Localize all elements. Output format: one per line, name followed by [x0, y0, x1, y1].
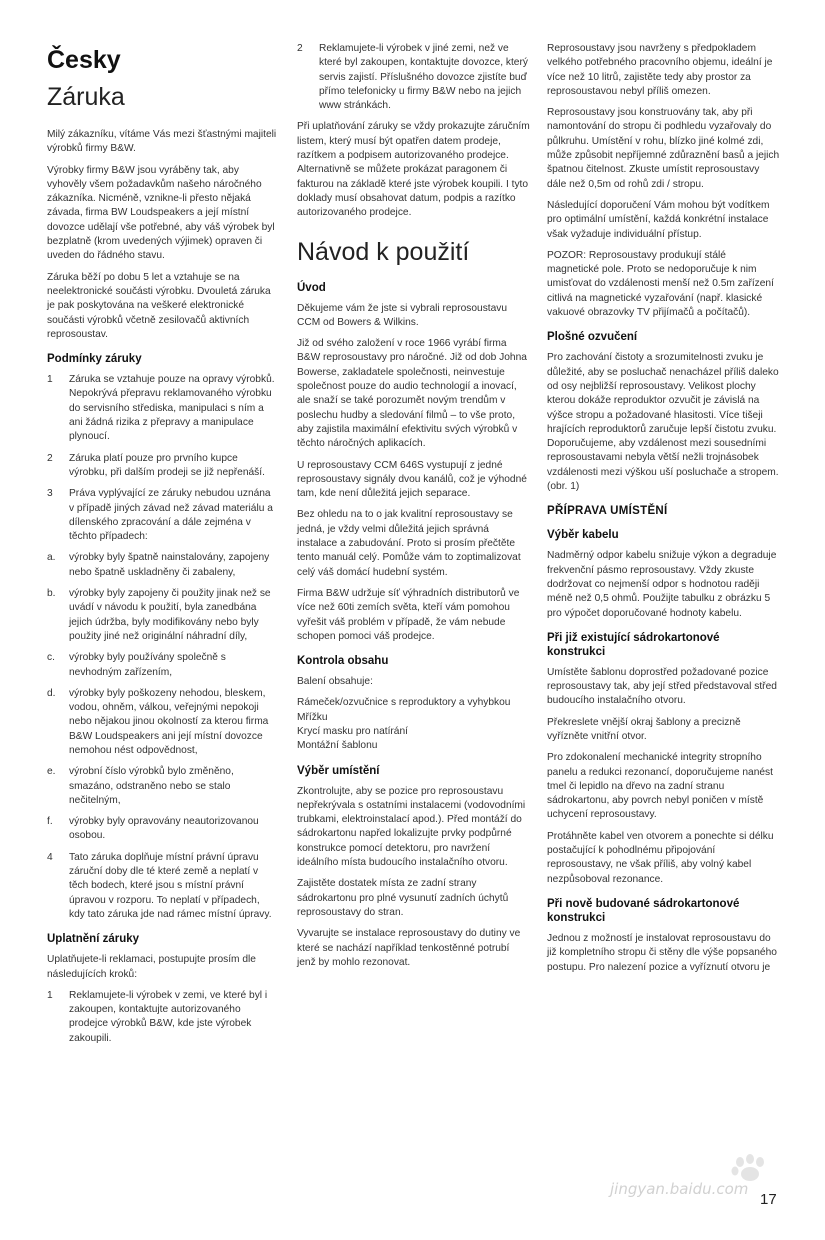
paragraph: Zajistěte dostatek místa ze zadní strany sádrokartonu pro plné vysunutí zadních úchytů reprosoustavy do stran.: [297, 878, 509, 918]
list-marker: b.: [47, 588, 56, 600]
section-heading: Výběr kabelu: [547, 529, 619, 542]
paragraph: Protáhněte kabel ven otvorem a ponechte si délku postačující k pohodlnému připojování reprosoustavy, ne však příliš, aby volný kabel nezpůsoboval rezonance.: [547, 830, 774, 885]
paragraph: Pro zachování čistoty a srozumitelnosti zvuku je důležité, aby se posluchač nenacházel příliš daleko od osy nejbližší reprosoustavy. Velikost plochy kterou dokáže reproduktor ozvučit je závislá na výšce stropu a požadované hlasitosti. Více tišeji hrajících reproduktorů zaručuje lepší čistotu zvuku. Doporučujeme, aby vzdálenost mezi sousedními reprosoustavami nebyla větší nežli trojnásobek vzdálenosti mezi výškou uší posluchače a stropem. (obr. 1): [547, 352, 779, 493]
list-text: výrobky byly opravovány neautorizovanou osobou.: [69, 816, 259, 842]
watermark-text: jingyan.baidu.com: [610, 1180, 749, 1198]
list-text: Reklamujete-li výrobek v zemi, ve které byl i zakoupen, kontaktujte autorizovaného prodejce výrobků B&W, kde jste výrobek zakoupili.: [69, 989, 268, 1044]
section-heading: Při nově budované sádrokartonové konstrukci: [547, 897, 740, 924]
column-3: [547, 42, 780, 982]
manual-title: Návod k použití: [297, 237, 470, 266]
list-marker: c.: [47, 652, 55, 664]
list-item: [47, 651, 278, 680]
list-item: [47, 452, 278, 481]
paragraph: Umístěte šablonu doprostřed požadované pozice reprosoustavy tak, aby její střed představoval střed budoucího instalačního otvoru.: [547, 666, 777, 707]
list-text: Záruka platí pouze pro prvního kupce výrobku, při dalším prodeji se již nepřenáší.: [69, 452, 265, 478]
list-marker: d.: [47, 687, 56, 699]
list-marker: 1: [47, 374, 53, 386]
list-text: Práva vyplývající ze záruky nebudou uznána v případě jiných závad než závad materiálu a dílenského zpracování a dále zejména v těchto případech:: [69, 488, 273, 543]
paragraph: Jednou z možností je instalovat reprosoustavu do již kompletního stropu či stěny dle výše popsaného postupu. Pro nalezení pozice a vyříznutí otvoru je: [547, 932, 777, 973]
section-heading: Kontrola obsahu: [297, 655, 389, 668]
list-item: [47, 815, 278, 844]
watermark-logo: [608, 1150, 784, 1200]
contents-item: Krycí masku pro natírání: [297, 725, 408, 737]
list-item: [47, 989, 278, 1046]
paragraph: Firma B&W udržuje síť výhradních distributorů ve více než 60ti zemích světa, kteří vám pomohou vyřešit váš problém v případě, že vám nebude schopen pomoci váš prodejce.: [297, 587, 520, 642]
paragraph: Bez ohledu na to o jak kvalitní reprosoustavy se jedná, je vždy velmi důležitá jejich správná instalace a zabudování. Proto si prosím přečtěte tento manuál celý. Pomůže vám to zoptimalizovat celý váš domácí hudební systém.: [297, 509, 521, 578]
paragraph: Již od svého založení v roce 1966 vyrábí firma B&W reprosoustavy pro náročné. Již od dob Johna Bowerse, zakladatele společnosti, neinvestuje společnost pouze do audio technologií a inovací, ale snaží se také porozumět novým trendům v poslechu hudby a sledování filmů – to vše proto, aby zajistila maximální efektivitu svých výrobků v těchto náročných aplikacích.: [297, 338, 527, 450]
list-marker: 4: [47, 851, 53, 863]
paragraph: Balení obsahuje:: [297, 676, 373, 688]
list-item: [47, 487, 278, 544]
list-text: výrobky byly poškozeny nehodou, bleskem, vodou, ohněm, válkou, veřejnými nepokoji nebo nějakou jinou okolností za kterou firma B&W Loudspeakers ani její místní dovozce nemohou nést odpovědnost,: [69, 687, 269, 756]
paragraph: Reprosoustavy jsou konstruovány tak, aby při namontování do stropu či podhledu vyzařovaly do půlkruhu. Umístění v rohu, blízko jiné kolmé zdi, může způsobit nepříjemné zdůraznění basů a jejich špatnou čitelnost. Zkuste umístit reprosoustavy dále než 0,5m od rohů zdi / stropu.: [547, 107, 780, 190]
section-heading: Při již existující sádrokartonové konstrukci: [547, 631, 720, 658]
list-text: výrobky byly zapojeny či použity jinak než se uvádí v návodu k použití, byla zanedbána jejich údržba, byly modifikovány nebo byly použity jiné než originální náhradní díly,: [69, 588, 271, 642]
column-1: [47, 42, 278, 1053]
list-text: výrobní číslo výrobků bylo změněno, smazáno, odstraněno nebo se stalo nečitelným,: [69, 766, 234, 806]
list-text: výrobky byly používány společně s nevhodným zařízením,: [69, 652, 226, 678]
page-number: 17: [760, 1191, 777, 1208]
paragraph: POZOR: Reprosoustavy produkují stálé magnetické pole. Proto se nedoporučuje k nim umisťovat do vzdálenosti menší než 0.5m zařízení citlivá na magnetické vyzařování (např. klasické vakuové obrazovky TV přijímačů a počítačů).: [547, 249, 774, 319]
section-heading: Plošné ozvučení: [547, 331, 638, 344]
paragraph: Milý zákazníku, vítáme Vás mezi šťastnými majiteli výrobků firmy B&W.: [47, 129, 277, 155]
paragraph: Vyvarujte se instalace reprosoustavy do dutiny ve které se nachází například tenkostěnné potrubí jenž by mohlo rezonovat.: [297, 928, 521, 968]
contents-item: Mřížku: [297, 711, 328, 723]
paragraph: Děkujeme vám že jste si vybrali reprosoustavu CCM od Bowers & Wilkins.: [297, 302, 508, 328]
list-marker: 2: [297, 43, 303, 54]
paragraph: Pro zdokonalení mechanické integrity stropního panelu a redukci rezonancí, doporučujeme nanést tmel či lepidlo na dřevo na zadní stranu sádrokartonu, aby povrch nebyl poničen v místě uchycení reprosoustavy.: [547, 752, 773, 821]
warranty-title: Záruka: [47, 83, 125, 111]
section-heading: PŘÍPRAVA UMÍSTĚNÍ: [547, 505, 668, 518]
paragraph: Zkontrolujte, aby se pozice pro reprosoustavu nepřekrývala s ostatními instalacemi (vodovodními trubkami, elektroinstalací apod.). Před montáží do sádrokartonu napřed lokalizujte prvky podpůrné konstrukce pomocí detektoru, pro navržení ideálního místa budoucího instalačního otvoru.: [297, 785, 526, 869]
list-marker: a.: [47, 552, 56, 564]
list-item: [47, 687, 278, 758]
list-item: [47, 851, 278, 922]
section-heading: Výběr umístění: [297, 764, 380, 777]
paragraph: Záruka běží po dobu 5 let a vztahuje se na neelektronické součásti výrobku. Dvouletá záruka je pak poskytována na veškeré elektronické součásti výrobků včetně zesilovačů aktivních reprosoustav.: [47, 271, 271, 340]
list-marker: f.: [47, 816, 53, 828]
section-heading: Podmínky záruky: [47, 353, 142, 366]
section-heading: Uplatnění záruky: [47, 933, 140, 946]
list-text: Záruka se vztahuje pouze na opravy výrobků. Nepokrývá přepravu reklamovaného výrobku do servisního střediska, manipulaci s ním a ani žádná rizika z přepravy a manipulace plynoucí.: [69, 374, 275, 443]
list-marker: 3: [47, 488, 53, 500]
list-item: [297, 42, 530, 113]
list-marker: e.: [47, 766, 56, 778]
list-item: [47, 373, 278, 444]
list-text: výrobky byly špatně nainstalovány, zapojeny nebo špatně uskladněny či zabaleny,: [69, 552, 270, 578]
list-text: Reklamujete-li výrobek v jiné zemi, než ve které byl zakoupen, kontaktujte dovozce, který servis zajistí. Příslušného dovozce zjistíte buď přímo telefonicky u firmy B&W nebo na jejich www stránkách.: [319, 43, 528, 112]
list-item: [47, 587, 278, 644]
section-heading: Úvod: [297, 281, 326, 294]
language-heading: Česky: [47, 46, 121, 74]
paw-icon: [732, 1154, 765, 1181]
list-item: [47, 765, 278, 808]
contents-item: Montážní šablonu: [297, 740, 378, 752]
paragraph: Reprosoustavy jsou navrženy s předpokladem velkého potřebného pracovního objemu, ideální je více než 10 litrů, zajistěte tedy aby prostor za reprosoustavou nebyl příliš omezen.: [547, 43, 773, 97]
paragraph: Při uplatňování záruky se vždy prokazujte záručním listem, který musí být opatřen datem prodeje, razítkem a podpisem autorizovaného prodejce. Alternativně se můžete prokázat paragonem či fakturou na základě které jste výrobek koupili. I tyto doklady musí obsahovat datum, podpis a razítko autorizovaného prodejce.: [297, 121, 530, 219]
paragraph: Překreslete vnější okraj šablony a precizně vyřízněte vnitřní otvor.: [547, 716, 741, 742]
paragraph: U reprosoustavy CCM 646S vystupují z jedné reprosoustavy signály dvou kanálů, což je výhodné tam, kde není důležitá jejich separace.: [297, 459, 527, 500]
column-2: [297, 42, 530, 977]
contents-item: Rámeček/ozvučnice s reproduktory a vyhybkou: [297, 697, 511, 709]
paragraph: Nadměrný odpor kabelu snižuje výkon a degraduje frekvenční pásmo reprosoustavy. Vždy zkuste dodržovat co nejmenší odpor s hodnotou raději méně než 0,5 ohmů. Použijte tabulku z obrázku 5 pro výpočet doporučované hodnoty kabelu.: [547, 550, 777, 619]
list-text: Tato záruka doplňuje místní právní úpravu záruční doby dle té které země a neplatí v těch bodech, které jsou s místní právní úpravou v rozporu. To neplatí v případech, kdy tato záruka jde nad rámec místní úpravy.: [69, 851, 272, 920]
list-marker: 1: [47, 989, 53, 1001]
paragraph: Výrobky firmy B&W jsou vyráběny tak, aby vyhověly všem požadavkům našeho náročného zákazníka. Nicméně, vznikne-li přesto nějaká závada, firma BW Loudspeakers a její místní dovozce udělají vše potřebné, aby váš výrobek byl bezplatně (krom uvedených výjimek) opraven či uveden do řádného stavu.: [47, 164, 275, 262]
paragraph: Uplatňujete-li reklamaci, postupujte prosím dle následujících kroků:: [47, 954, 256, 980]
list-marker: 2: [47, 452, 53, 464]
paragraph: Následující doporučení Vám mohou být vodítkem pro optimální umístění, každá konkrétní instalace však vyžaduje individuální přístup.: [547, 199, 770, 240]
list-item: [47, 551, 278, 580]
